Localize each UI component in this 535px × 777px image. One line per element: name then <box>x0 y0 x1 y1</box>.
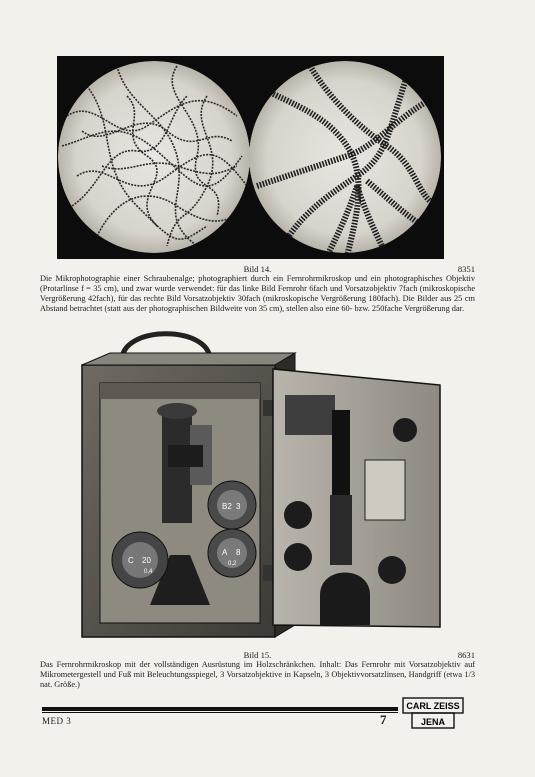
svg-text:0,2: 0,2 <box>228 561 237 567</box>
lens-canister-a <box>208 529 256 577</box>
left-micrograph <box>58 61 250 253</box>
figure-14-label: Bild 14. <box>243 264 272 274</box>
footer-rule-thin <box>42 712 398 713</box>
figure-14-micrographs <box>57 56 444 259</box>
svg-text:0,4: 0,4 <box>144 569 153 575</box>
figure-14-caption: Die Mikrophotographie einer Schraubenalge; photographiert durch ein Fernrohrmikroskop und ein photographisches Objektiv (Protarlinse f = 35 cm), und zwar wurde verwendet: für das linke Bild Fernrohr 6fach und Vorsatzobjektiv 7fach (mikroskopische Vergrößerung 42fach), für das rechte Bild Vorsatzobjektiv 30fach (mikroskopische Vergrößerung 180fach). Die Bilder aus 25 cm Abstand betrachtet (statt aus der photographischen Bildweite von 35 cm), stellen also eine 60- bzw. 250fache Vergrößerung dar. <box>40 274 475 313</box>
lens-canister-c <box>112 532 168 588</box>
page-number: 7 <box>380 712 387 727</box>
figure-15-cabinet <box>70 325 455 647</box>
svg-text:20: 20 <box>142 556 151 565</box>
svg-text:A: A <box>222 548 228 557</box>
lens-canister-b <box>208 481 256 529</box>
svg-text:3: 3 <box>236 502 241 511</box>
svg-text:8: 8 <box>236 548 241 557</box>
figure-15-number: 8631 <box>457 650 475 660</box>
svg-text:C: C <box>128 556 134 565</box>
svg-text:CARL ZEISS: CARL ZEISS <box>406 701 460 711</box>
svg-text:B2: B2 <box>222 502 232 511</box>
footer-rule <box>42 707 398 711</box>
svg-text:JENA: JENA <box>420 717 446 727</box>
carl-zeiss-logo <box>402 697 464 730</box>
figure-14-number: 8351 <box>457 264 475 274</box>
figure-15-label: Bild 15. <box>243 650 272 660</box>
footer-code: MED 3 <box>42 716 72 726</box>
figure-15-caption: Das Fernrohrmikroskop mit der vollständigen Ausrüstung im Holzschränkchen. Inhalt: Das Fernrohr mit Vorsatzobjektiv auf Mikrometergestell und Fuß mit Beleuchtungsspiegel, 3 Vorsatzobjektive in Kapseln, 3 Objektivvorsatzlinsen, Handgriff (etwa 1/3 nat. Größe.) <box>40 660 475 689</box>
